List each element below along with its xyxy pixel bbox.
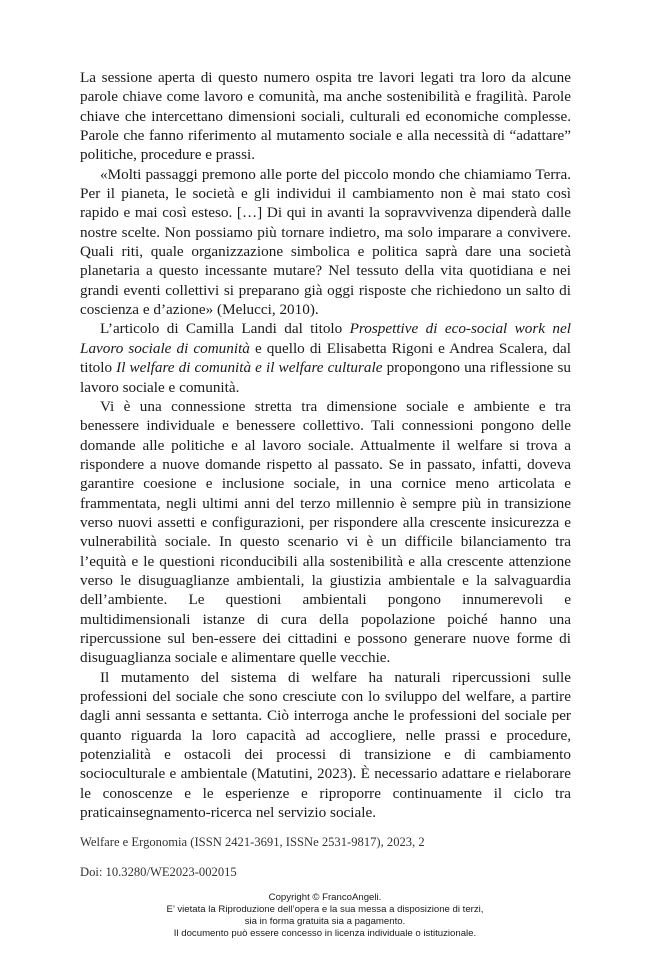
text-run: La sessione aperta di questo numero ospita tre lavori legati tra loro da alcune parole chiave come lavoro e comunità, ma anche sostenibilità e fragilità. Parole chiave che intercettano dimensioni sociali, culturali ed economiche complesse. Parole che fanno riferimento al mutamento sociale e alla necessità di “adattare” politiche, procedure e prassi.	[80, 69, 571, 164]
text-run: L’articolo di Camilla Landi dal titolo	[100, 320, 350, 338]
paragraph-connection	[80, 397, 571, 668]
license-notice: Il documento può essere concesso in licenza individuale o istituzionale.	[173, 928, 477, 939]
italic-title: Il welfare di comunità e il welfare culturale	[116, 359, 383, 377]
text-run: e quello di Elisabetta Rigoni e Andrea Scalera, dal titolo	[80, 339, 571, 377]
article-body	[80, 68, 571, 822]
paragraph-quote	[80, 165, 571, 320]
text-run: Vi è una connessione stretta tra dimensione sociale e ambiente e tra benessere individuale e benessere collettivo. Tali connessioni pongono delle domande alle politiche e al lavoro sociale. Attualmente il welfare si trova a rispondere a nuove domande rispetto al passato. Se in passato, infatti, doveva garantire coesione e inclusione sociale, in una cornice meno articolata e frammentata, negli ultimi anni del terzo millennio è sempre più in transizione verso nuovi assetti e configurazioni, per rispondere alla crescente insicurezza e vulnerabilità sociale. In questo scenario vi è un difficile bilanciamento tra l’equità e le questioni riconducibili alla sostenibilità e alla crescente attenzione verso le disuguaglianze ambientali, la giustizia ambientale e la salvaguardia dell’ambiente. Le questioni ambientali pongono innumerevoli e multidimensionali istanze di cura della popolazione poiché hanno una ripercussione sul ben-essere dei cittadini e possono generare nuove forme di disuguaglianza sociale e alimentare quelle vecchie.	[80, 397, 571, 667]
copyright-line: Copyright © FrancoAngeli.	[268, 892, 382, 903]
reproduction-notice: E’ vietata la Riproduzione dell’opera e la sua messa a disposizione di terzi,	[166, 904, 484, 915]
paragraph-articles	[80, 319, 571, 396]
paragraph-intro	[80, 68, 571, 165]
journal-citation: Welfare e Ergonomia (ISSN 2421-3691, ISSNe 2531-9817), 2023, 2	[80, 835, 425, 849]
doi-line: Doi: 10.3280/WE2023-002015	[80, 865, 237, 879]
text-run: «Molti passaggi premono alle porte del piccolo mondo che chiamiamo Terra. Per il pianeta, le società e gli individui il cambiamento non è mai stato così rapido e mai così esteso. […] Di qui in avanti la sopravvivenza dipenderà dalle nostre scelte. Non possiamo più tornare indietro, ma solo imparare a convivere. Quali riti, quale organizzazione simbolica e politica saprà dare una società planetaria a questo incessante mutare? Nel tessuto della vita quotidiana e nei grandi eventi collettivi si preparano già oggi risposte che richiedono un salto di coscienza e d’azione» (Melucci, 2010).	[80, 165, 571, 319]
copyright-notice	[0, 892, 650, 940]
text-run: Il mutamento del sistema di welfare ha naturali ripercussioni sulle professioni del sociale che sono cresciute con lo sviluppo del welfare, a partire dagli anni sessanta e settanta. Ciò interroga anche le professioni del sociale per quanto riguarda la loro capacità ad accogliere, nelle prassi e procedure, potenzialità e ostacoli dei processi di transizione e di cambiamento socioculturale e ambientale (Matutini, 2023). È necessario adattare e rielaborare le conoscenze e le esperienze e riproporre continuamente il ciclo tra praticainsegnamento-ricerca nel servizio sociale.	[80, 668, 571, 822]
paragraph-welfare-change	[80, 668, 571, 823]
italic-title: Prospettive di eco-social work nel Lavoro sociale di comunità	[80, 320, 571, 357]
reproduction-terms: sia in forma gratuita sia a pagamento.	[244, 916, 406, 927]
text-run: propongono una riflessione su lavoro sociale e comunità.	[80, 359, 571, 396]
